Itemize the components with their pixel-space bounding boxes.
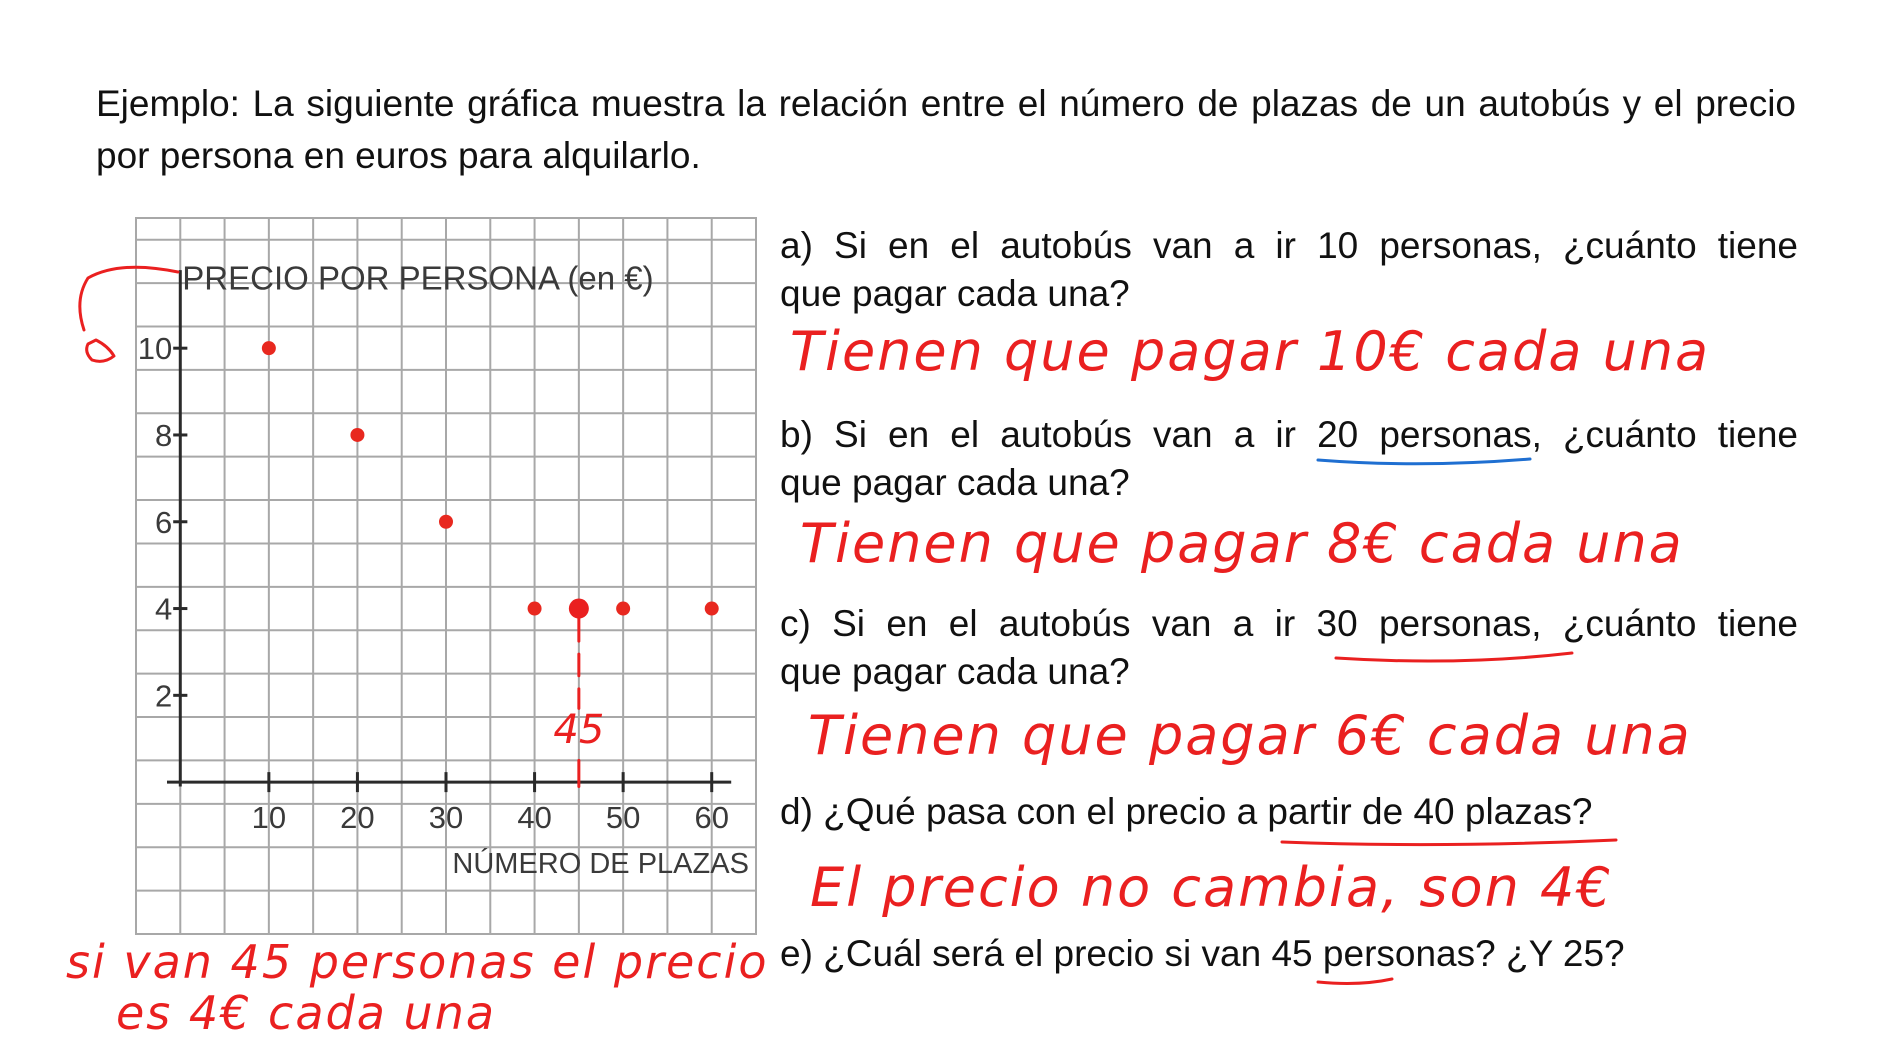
- handwritten-note-line-2: es 4€ cada una: [116, 986, 497, 1040]
- data-point: [616, 602, 630, 616]
- question-d-line-1: d) ¿Qué pasa con el precio a partir de 40 plazas?: [780, 791, 1593, 832]
- question-b-line-2: que pagar cada una?: [780, 462, 1130, 503]
- x-tick-label: 40: [517, 800, 552, 836]
- question-c-line-2: que pagar cada una?: [780, 651, 1130, 692]
- x-tick-label: 30: [428, 800, 464, 836]
- x-tick-label: 60: [694, 800, 729, 836]
- question-e: [780, 930, 1798, 978]
- answer-c-handwritten: Tienen que pagar 6€ cada una: [808, 704, 1692, 767]
- data-point: [705, 602, 719, 616]
- answer-a-handwritten: Tienen que pagar 10€ cada una: [790, 320, 1711, 383]
- y-tick-label: 2: [155, 678, 173, 714]
- question-c-line-1: c) Si en el autobús van a ir 30 personas, ¿cuánto tiene: [780, 603, 1798, 644]
- data-point: [262, 341, 276, 355]
- question-d: [780, 788, 1798, 836]
- x-tick-label: 10: [251, 800, 287, 836]
- chart-labels: [138, 260, 749, 881]
- y-tick-label: 6: [155, 504, 173, 540]
- question-a-line-1: a) Si en el autobús van a ir 10 personas, ¿cuánto tiene: [780, 225, 1798, 266]
- chart-axes: [167, 270, 731, 792]
- y-tick-label: 10: [137, 331, 173, 367]
- intro-paragraph: Ejemplo: La siguiente gráfica muestra la relación entre el número de plazas de un autobús y el precio por persona en euros para alquilarlo.: [96, 83, 1796, 176]
- data-point: [528, 602, 542, 616]
- x-tick-label: 50: [605, 800, 641, 836]
- question-a: [780, 222, 1798, 318]
- x-tick-label: 20: [340, 800, 375, 836]
- handwritten-note-line-1: si van 45 personas el precio: [66, 935, 769, 989]
- answer-d-handwritten: El precio no cambia, son 4€: [810, 856, 1613, 919]
- y-tick-label: 4: [155, 591, 173, 627]
- answer-b-handwritten: Tienen que pagar 8€ cada una: [800, 512, 1684, 575]
- question-c: [780, 600, 1798, 696]
- question-e-line-1: e) ¿Cuál será el precio si van 45 personas? ¿Y 25?: [780, 933, 1625, 974]
- question-a-line-2: que pagar cada una?: [780, 273, 1130, 314]
- x-axis-label: NÚMERO DE PLAZAS: [452, 848, 749, 881]
- data-point: [350, 428, 364, 442]
- data-point: [439, 515, 453, 529]
- annotation-label: 45: [553, 707, 605, 754]
- question-b: [780, 411, 1798, 507]
- question-b-line-1: b) Si en el autobús van a ir 20 personas, ¿cuánto tiene: [780, 414, 1798, 455]
- y-tick-label: 8: [155, 417, 173, 453]
- chart-title: PRECIO POR PERSONA (en €): [182, 259, 654, 297]
